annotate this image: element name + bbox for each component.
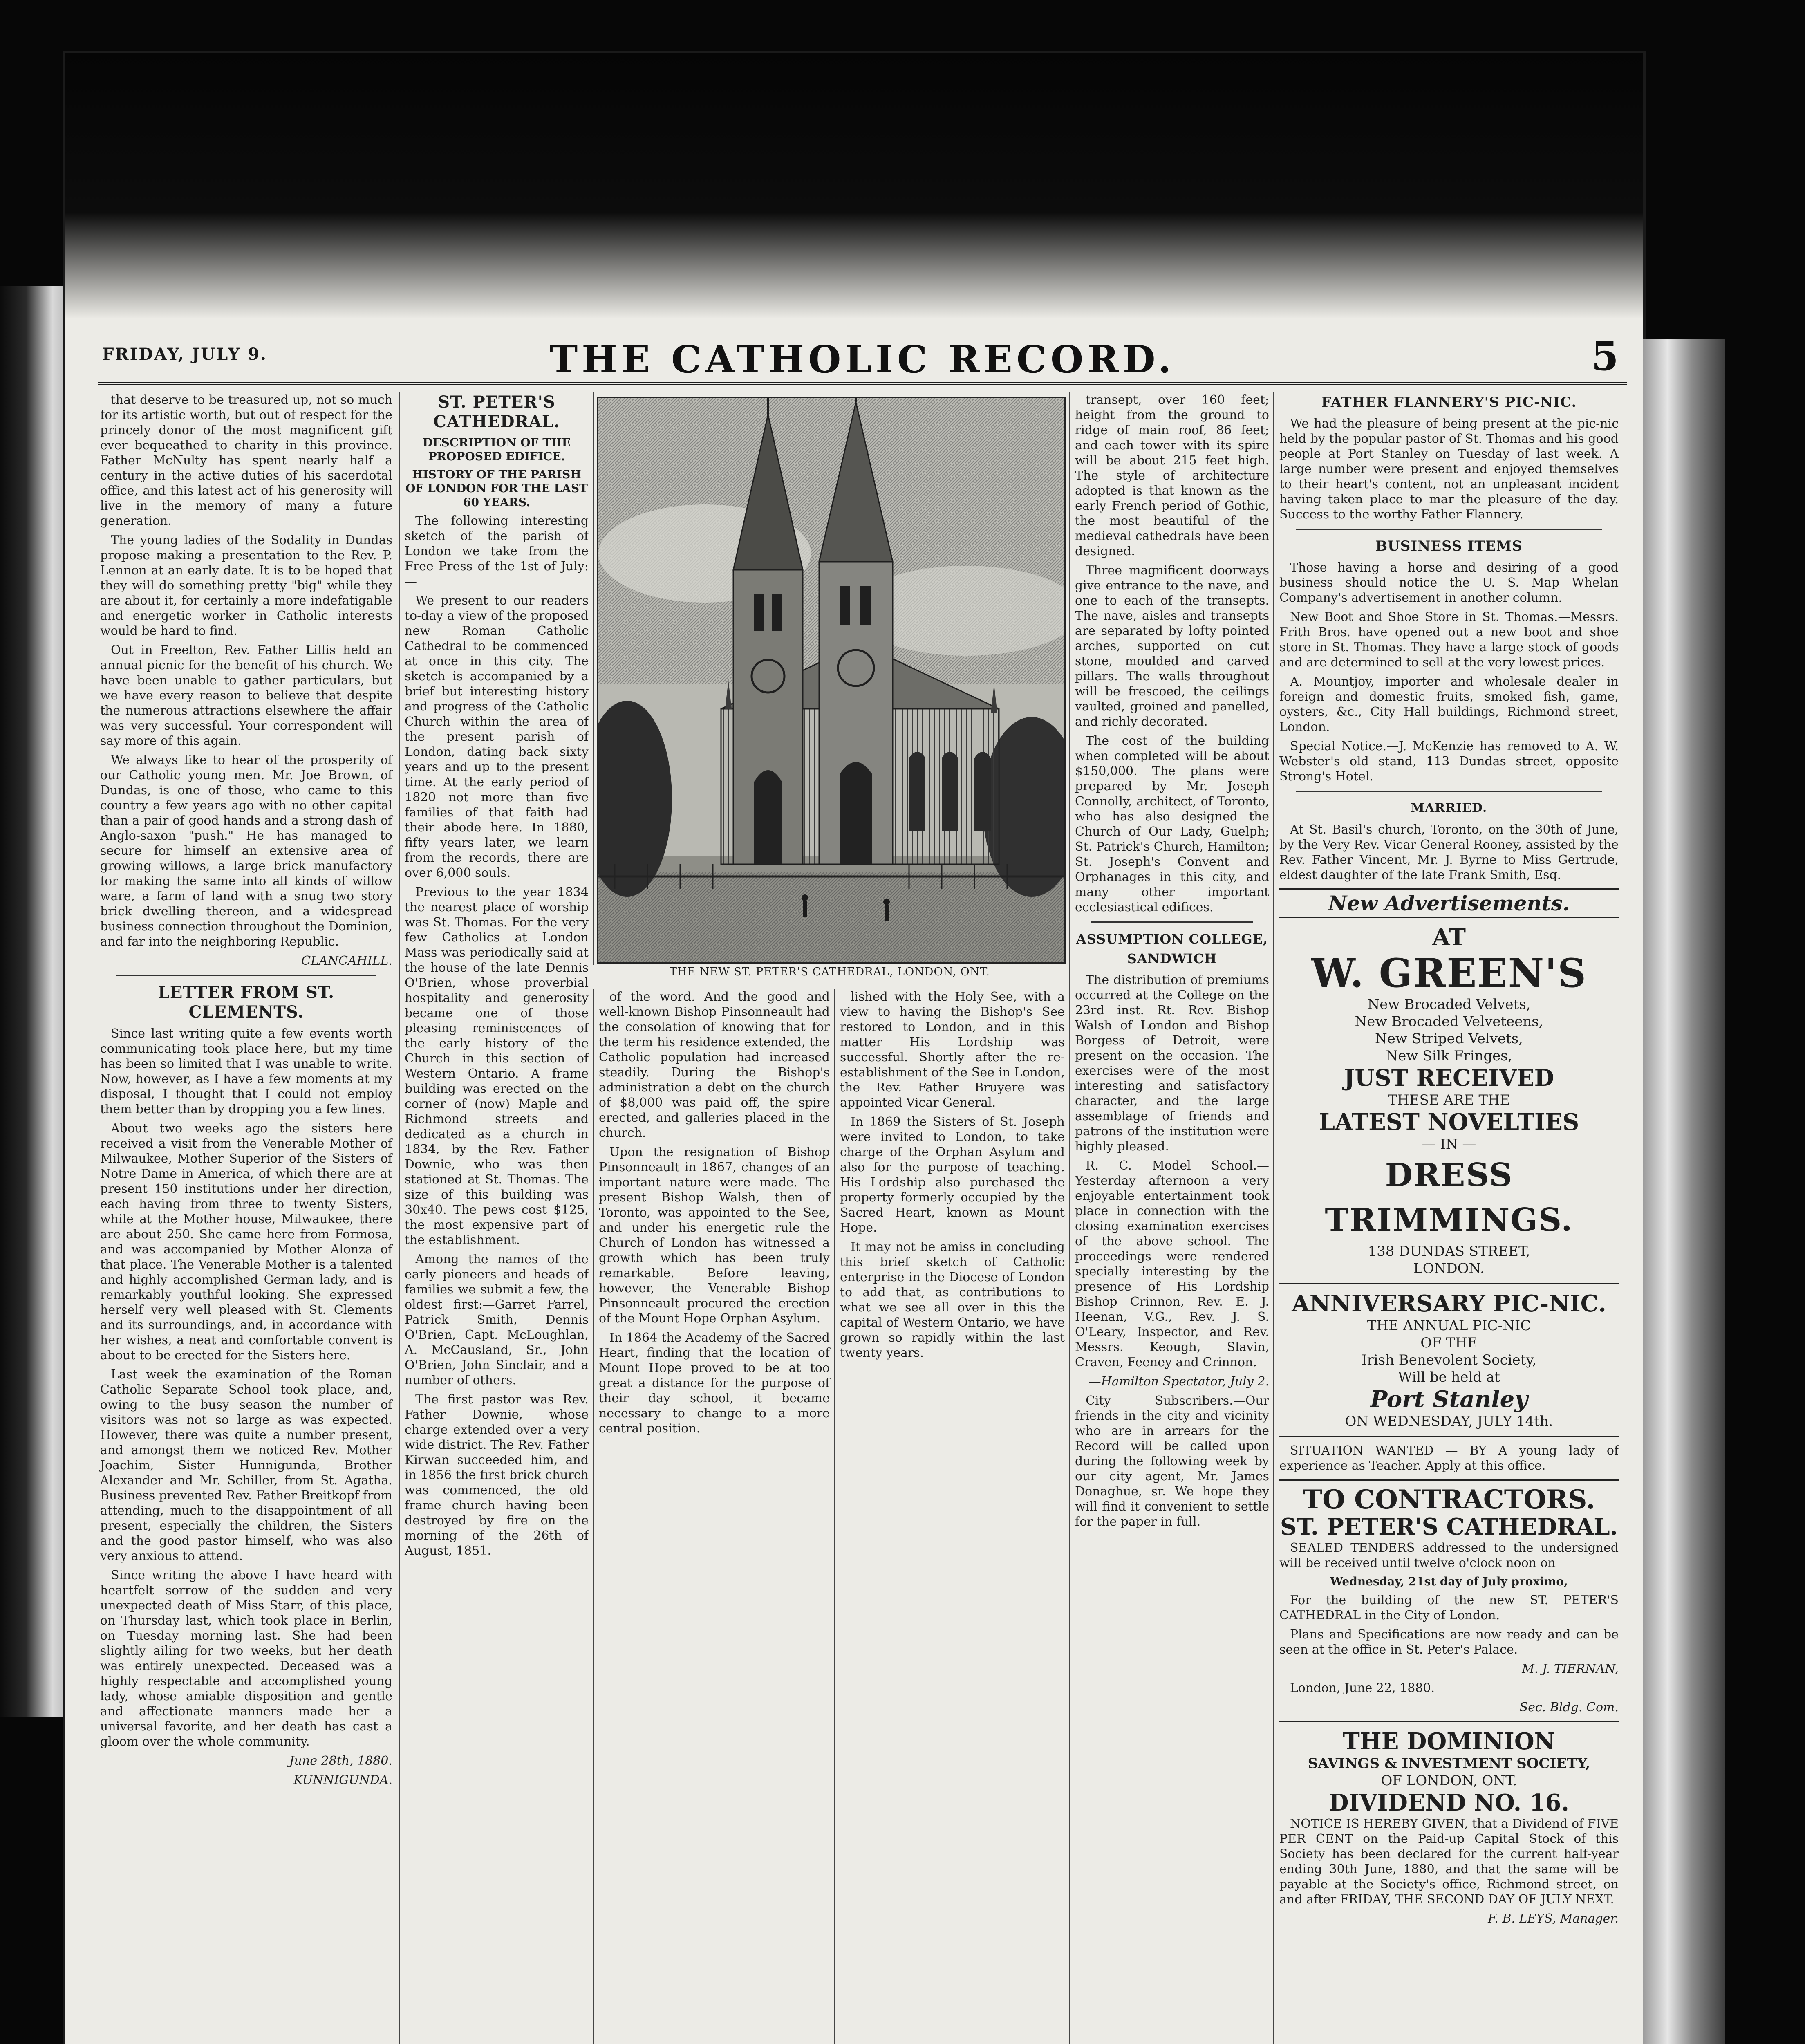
column-1 xyxy=(100,392,392,1792)
section-heading: MARRIED. xyxy=(1411,801,1487,815)
cathedral-illustration xyxy=(598,398,1064,962)
paragraph: The young ladies of the Sodality in Dundas propose making a presentation to the Rev. P. Lennon at an early date. It is to be hoped that they will do something pretty "big" while they are about it, for certainly a more indefatigable and energetic worker in Catholic interests would be hard to find. xyxy=(100,533,392,638)
article-subheading: DESCRIPTION OF THE PROPOSED EDIFICE. xyxy=(423,436,571,463)
tender-date: Wednesday, 21st day of July proximo, xyxy=(1330,1575,1568,1588)
column-3c xyxy=(840,989,1065,1365)
ad-title: THE DOMINION xyxy=(1343,1728,1555,1755)
ad-text: New Striped Velvets, xyxy=(1375,1031,1523,1047)
ad-text: DIVIDEND NO. 16. xyxy=(1329,1789,1569,1816)
article-heading: FATHER FLANNERY'S PIC-NIC. xyxy=(1321,394,1577,410)
paragraph: The following interesting sketch of the parish of London we take from the Free Press of the 1st of July:— xyxy=(405,514,589,589)
ad-title: ANNIVERSARY PIC-NIC. xyxy=(1292,1290,1606,1317)
divider xyxy=(1279,1436,1619,1437)
cathedral-engraving xyxy=(597,397,1066,964)
paragraph: Last week the examination of the Roman Catholic Separate School took place, and, owing to the busy season the number of visitors was not so large as was expected. However, there was quite a number present, and amongst them we noticed Rev. Mother Joachim, Sister Hunnigunda, Brother Alexander and Mr. Schiller, from St. Agatha. Business prevented Rev. Father Breitkopf from attending, much to the disappointment of all present, especially the children, the Sisters and the good pastor himself, who was also very anxious to attend. xyxy=(100,1367,392,1563)
ad-text: DRESS TRIMMINGS. xyxy=(1325,1156,1573,1239)
paragraph: Since writing the above I have heard with heartfelt sorrow of the sudden and very unexpected death of Miss Starr, of this place, on Thursday last, which took place in Berlin, on Tuesday morning last. She had been slightly ailing for two weeks, but her death was entirely unexpected. Deceased was a highly respectable and accomplished young lady, whose amiable disposition and gentle and affectionate manners made her a universal favorite, and her death has cast a gloom over the whole community. xyxy=(100,1568,392,1749)
ad-text: — IN — xyxy=(1422,1136,1476,1152)
signature-date: June 28th, 1880. xyxy=(289,1754,392,1768)
paragraph: NOTICE IS HEREBY GIVEN, that a Dividend of FIVE PER CENT on the Paid-up Capital Stock of this Society has been declared for the current half-year ending 30th June, 1880, and that the same will be payable at the Society's office, Richmond street, on and after FRIDAY, THE SECOND DAY OF JULY NEXT. xyxy=(1279,1817,1619,1907)
green-advertisement xyxy=(1279,924,1619,1277)
masthead xyxy=(98,333,1627,385)
divider xyxy=(1279,888,1619,890)
paragraph: transept, over 160 feet; height from the ground to ridge of main roof, 86 feet; and each tower with its spire will be about 215 feet high. The style of architecture adopted is that known as the early French period of Gothic, the most beautiful of the medieval cathedrals have been designed. xyxy=(1075,393,1269,558)
paragraph: Out in Freelton, Rev. Father Lillis held an annual picnic for the benefit of his church. We have been unable to gather particulars, but we have every reason to believe that despite the numerous attractions elsewhere the affair was very successful. Your correspondent will say more of this again. xyxy=(100,643,392,748)
paragraph: About two weeks ago the sisters here received a visit from the Venerable Mother of Milwaukee, Mother Superior of the Sisters of Notre Dame in America, of which there are at present 150 institutions under her direction, each having from three to twenty Sisters, while at the Mother house, Milwaukee, there are about 250. She came here from Formosa, and was accompanied by Mother Alonza of that place. The Venerable Mother is a talented and highly accomplished German lady, and is remarkably youthful looking. She expressed herself very well pleased with St. Clements and its surroundings, and, in accordance with her wishes, a neat and comfortable convent is about to be erected for the Sisters here. xyxy=(100,1121,392,1363)
paragraph: London, June 22, 1880. xyxy=(1290,1681,1435,1695)
ad-text: Port Stanley xyxy=(1370,1386,1528,1413)
ad-text: SAVINGS & INVESTMENT SOCIETY, xyxy=(1308,1755,1590,1772)
paragraph: We present to our readers to-day a view of the proposed new Roman Catholic Cathedral to be commenced at once in this city. The sketch is accompanied by a brief but interesting history and progress of the Catholic Church within the area of the present parish of London, dating back sixty years and up to the present time. At the early period of 1820 not more than five families of that faith had their abode here. In 1880, fifty years later, we learn from the records, there are over 6,000 souls. xyxy=(405,594,589,880)
divider xyxy=(116,975,376,976)
paragraph: A. Mountjoy, importer and wholesale dealer in foreign and domestic fruits, smoked fish, game, oysters, &c., City Hall buildings, Richmond street, London. xyxy=(1279,675,1619,734)
column-4 xyxy=(1075,392,1269,1533)
divider xyxy=(1296,791,1602,792)
paragraph: The distribution of premiums occurred at the College on the 23rd inst. Rt. Rev. Bishop Walsh of London and Bishop Borgess of Detroit, were present on the occasion. The exercises were of the most interesting and satisfactory character, and the large assemblage of friends and patrons of the institution were highly pleased. xyxy=(1075,973,1269,1154)
paragraph: Since last writing quite a few events worth communicating took place here, but my time has been so limited that I was unable to write. Now, however, as I have a few moments at my disposal, I thought that I could not employ them better than by dropping you a few lines. xyxy=(100,1026,392,1116)
divider xyxy=(1279,917,1619,918)
paragraph: SITUATION WANTED — BY A young lady of experience as Teacher. Apply at this office. xyxy=(1279,1443,1619,1473)
ad-title: TO CONTRACTORS. xyxy=(1303,1484,1595,1515)
paragraph: of the word. And the good and well-known Bishop Pinsonneault had the consolation of knowing that for the term his residence extended, the Catholic population had increased steadily. During the Bishop's administration a debt on the church of $8,000 was paid off, the spire erected, and galleries placed in the church. xyxy=(599,990,830,1140)
paragraph: At St. Basil's church, Toronto, on the 30th of June, by the Very Rev. Vicar General Rooney, assisted by the Rev. Father Vincent, Mr. J. Byrne to Miss Gertrude, eldest daughter of the late Frank Smith, Esq. xyxy=(1279,823,1619,882)
ad-city: LONDON. xyxy=(1413,1260,1485,1277)
section-heading: BUSINESS ITEMS xyxy=(1375,538,1523,554)
paragraph: New Boot and Shoe Store in St. Thomas.—Messrs. Frith Bros. have opened out a new boot and shoe store in St. Thomas. They have a large stock of goods and are determined to sell at the very lowest prices. xyxy=(1279,610,1619,670)
ad-text: JUST RECEIVED xyxy=(1344,1065,1554,1091)
ad-text: OF LONDON, ONT. xyxy=(1381,1773,1517,1789)
column-rule xyxy=(1069,392,1070,2044)
top-shadow xyxy=(65,53,1643,319)
ad-text: THESE ARE THE xyxy=(1388,1092,1510,1108)
dominion-advertisement xyxy=(1279,1728,1619,1816)
column-3b xyxy=(599,989,830,1440)
engraving-caption: THE NEW ST. PETER'S CATHEDRAL, LONDON, ONT. xyxy=(669,966,990,978)
paragraph: We always like to hear of the prosperity of our Catholic young men. Mr. Joe Brown, of Dundas, is one of those, who came to this country a few years ago with no other capital than a pair of good hands and a strong dash of Anglo-saxon "push." He has managed to secure for himself an extensive area of growing willows, a large brick manufactory for making the same into all kinds of willow ware, a farm of land with a snug two story brick dwelling thereon, and a widespread business connection throughout the Dominion, and far into the neighboring Republic. xyxy=(100,753,392,949)
paragraph: The first pastor was Rev. Father Downie, whose charge extended over a very wide district. The Rev. Father Kirwan succeeded him, and in 1856 the first brick church was commenced, the old frame church having been destroyed by fire on the morning of the 26th of August, 1851. xyxy=(405,1392,589,1558)
paragraph: lished with the Holy See, with a view to having the Bishop's See restored to London, and in this matter His Lordship was successful. Shortly after the re-establishment of the See in London, the Rev. Father Bruyere was appointed Vicar General. xyxy=(840,990,1065,1110)
ad-text: Irish Benevolent Society, xyxy=(1362,1352,1536,1368)
paragraph: We had the pleasure of being present at the pic-nic held by the popular pastor of St. Thomas and his good people at Port Stanley on Tuesday of last week. A large number were present and enjoyed themselves to their heart's content, not an unpleasant incident having taken place to mar the pleasure of the day. Success to the worthy Father Flannery. xyxy=(1279,417,1619,522)
article-heading: ST. PETER'S CATHEDRAL. xyxy=(433,392,560,431)
column-2 xyxy=(405,392,589,1562)
signer-role: Sec. Bldg. Com. xyxy=(1519,1700,1619,1715)
paragraph: SEALED TENDERS addressed to the undersigned will be received until twelve o'clock noon on xyxy=(1279,1541,1619,1570)
ads-banner: New Advertisements. xyxy=(1328,891,1570,915)
ad-text: THE ANNUAL PIC-NIC xyxy=(1367,1318,1531,1334)
issue-date: FRIDAY, JULY 9. xyxy=(102,345,267,364)
signer: F. B. LEYS, Manager. xyxy=(1488,1912,1619,1926)
article-subheading: HISTORY OF THE PARISH OF LONDON FOR THE LAST 60 YEARS. xyxy=(405,468,588,509)
paragraph: The cost of the building when completed will be about $150,000. The plans were prepared by Mr. Joseph Connolly, architect, of Toronto, who has also designed the Church of Our Lady, Guelph; St. Patrick's Church, Hamilton; St. Joseph's Convent and Orphanages in this city, and many other important ecclesiastical edifices. xyxy=(1075,734,1269,914)
column-rule xyxy=(834,989,835,2044)
page-number: 5 xyxy=(1591,333,1619,379)
page-right-edge xyxy=(1643,339,1725,2044)
article-heading: LETTER FROM ST. CLEMENTS. xyxy=(158,983,335,1022)
ad-text: New Brocaded Velvets, xyxy=(1367,996,1531,1013)
paragraph: City Subscribers.—Our friends in the city and vicinity who are in arrears for the Record will be called upon during the following week by our city agent, Mr. James Donaghue, sr. We hope they will find it convenient to settle for the paper in full. xyxy=(1075,1394,1269,1529)
signature: KUNNIGUNDA. xyxy=(293,1773,392,1787)
divider xyxy=(1296,529,1602,530)
ad-text: New Brocaded Velveteens, xyxy=(1355,1013,1543,1030)
column-rule xyxy=(593,989,594,2044)
article-heading: ASSUMPTION COLLEGE, SANDWICH xyxy=(1076,931,1268,966)
signer: M. J. TIERNAN, xyxy=(1522,1662,1619,1676)
ad-text: OF THE xyxy=(1420,1335,1478,1351)
paragraph: Upon the resignation of Bishop Pinsonneault in 1867, changes of an important nature were made. The present Bishop Walsh, then of Toronto, was appointed to the See, and under his energetic rule the Church of London has witnessed a growth which has been truly remarkable. Before leaving, however, the Venerable Bishop Pinsonneault procured the erection of the Mount Hope Orphan Asylum. xyxy=(599,1145,830,1326)
ad-text: LATEST NOVELTIES xyxy=(1319,1109,1579,1136)
ad-text: AT xyxy=(1432,924,1466,951)
paragraph: Those having a horse and desiring of a good business should notice the U. S. Map Whelan Company's advertisement in another column. xyxy=(1279,560,1619,605)
ad-text: New Silk Fringes, xyxy=(1386,1048,1512,1064)
column-rule xyxy=(593,392,594,965)
picnic-advertisement xyxy=(1279,1290,1619,1430)
ad-store-name: W. GREEN'S xyxy=(1311,950,1587,996)
signature: CLANCAHILL. xyxy=(301,954,392,968)
divider xyxy=(1279,1283,1619,1284)
divider xyxy=(1279,1721,1619,1722)
ad-address: 138 DUNDAS STREET, xyxy=(1368,1243,1530,1260)
newspaper-title: THE CATHOLIC RECORD. xyxy=(549,337,1176,381)
column-rule xyxy=(399,392,400,2044)
paragraph: Plans and Specifications are now ready and can be seen at the office in St. Peter's Palace. xyxy=(1279,1627,1619,1657)
paragraph: It may not be amiss in concluding this brief sketch of Catholic enterprise in the Diocese of London to add that, as contributions to what we see all over in this the capital of Western Ontario, we have grown so rapidly within the last twenty years. xyxy=(840,1240,1065,1360)
paragraph: that deserve to be treasured up, not so much for its artistic worth, but out of respect for the princely donor of the most magnificent gift ever bequeathed to charity in this province. Father McNulty has spent nearly half a century in the active duties of his sacerdotal office, and this latest act of his generosity will live in the memory of many a future generation. xyxy=(100,393,392,528)
paragraph: For the building of the new ST. PETER'S CATHEDRAL in the City of London. xyxy=(1279,1593,1619,1623)
paragraph: R. C. Model School.—Yesterday afternoon a very enjoyable entertainment took place in connection with the closing examination exercises of the above school. The proceedings were rendered specially interesting by the presence of His Lordship Bishop Crinnon, Rev. E. J. Heenan, V.G., Rev. J. S. O'Leary, Inspector, and Rev. Messrs. Keough, Slavin, Craven, Feeney and Crinnon. xyxy=(1075,1159,1269,1369)
paragraph: Three magnificent doorways give entrance to the nave, and one to each of the transepts. The nave, aisles and transepts are separated by lofty pointed arches, supported on cut stone, moulded and carved pillars. The walls throughout will be frescoed, the ceilings vaulted, groined and panelled, and richly decorated. xyxy=(1075,563,1269,729)
divider xyxy=(1091,921,1253,923)
divider xyxy=(1279,1479,1619,1481)
paragraph: Among the names of the early pioneers and heads of families we submit a few, the oldest first:—Garret Farrel, Patrick Smith, Dennis O'Brien, Capt. McLoughlan, A. McCausland, Sr., John O'Brien, John Sinclair, and a number of others. xyxy=(405,1252,589,1387)
ad-subtitle: ST. PETER'S CATHEDRAL. xyxy=(1280,1513,1618,1540)
ad-text: ON WEDNESDAY, JULY 14th. xyxy=(1345,1413,1553,1430)
paragraph: Previous to the year 1834 the nearest place of worship was St. Thomas. For the very few Catholics at London Mass was periodically said at the house of the late Dennis O'Brien, whose proverbial hospitality and generosity became one of those pleasing reminiscences of the early history of the Church in this section of Western Ontario. A frame building was erected on the corner of (now) Maple and Richmond streets and dedicated as a church in 1834, by the Rev. Father Downie, who was then stationed at St. Thomas. The size of this building was 30x40. The pews cost $125, the most expensive part of the establishment. xyxy=(405,885,589,1247)
paragraph: In 1869 the Sisters of St. Joseph were invited to London, to take charge of the Orphan Asylum and also for the purpose of teaching. His Lordship also purchased the property formerly occupied by the Sacred Heart, known as Mount Hope. xyxy=(840,1115,1065,1235)
source-credit: —Hamilton Spectator, July 2. xyxy=(1088,1374,1269,1389)
scan-left-edge xyxy=(0,286,65,1717)
paragraph: In 1864 the Academy of the Sacred Heart, finding that the location of Mount Hope proved to be at too great a distance for the purpose of their day school, it became necessary to change to a more central position. xyxy=(599,1331,830,1436)
contractors-advertisement xyxy=(1279,1486,1619,1540)
column-rule xyxy=(1273,392,1274,2044)
paragraph: Special Notice.—J. McKenzie has removed to A. W. Webster's old stand, 113 Dundas street, opposite Strong's Hotel. xyxy=(1279,739,1619,784)
column-5 xyxy=(1279,392,1619,1930)
ad-text: Will be held at xyxy=(1398,1369,1500,1385)
